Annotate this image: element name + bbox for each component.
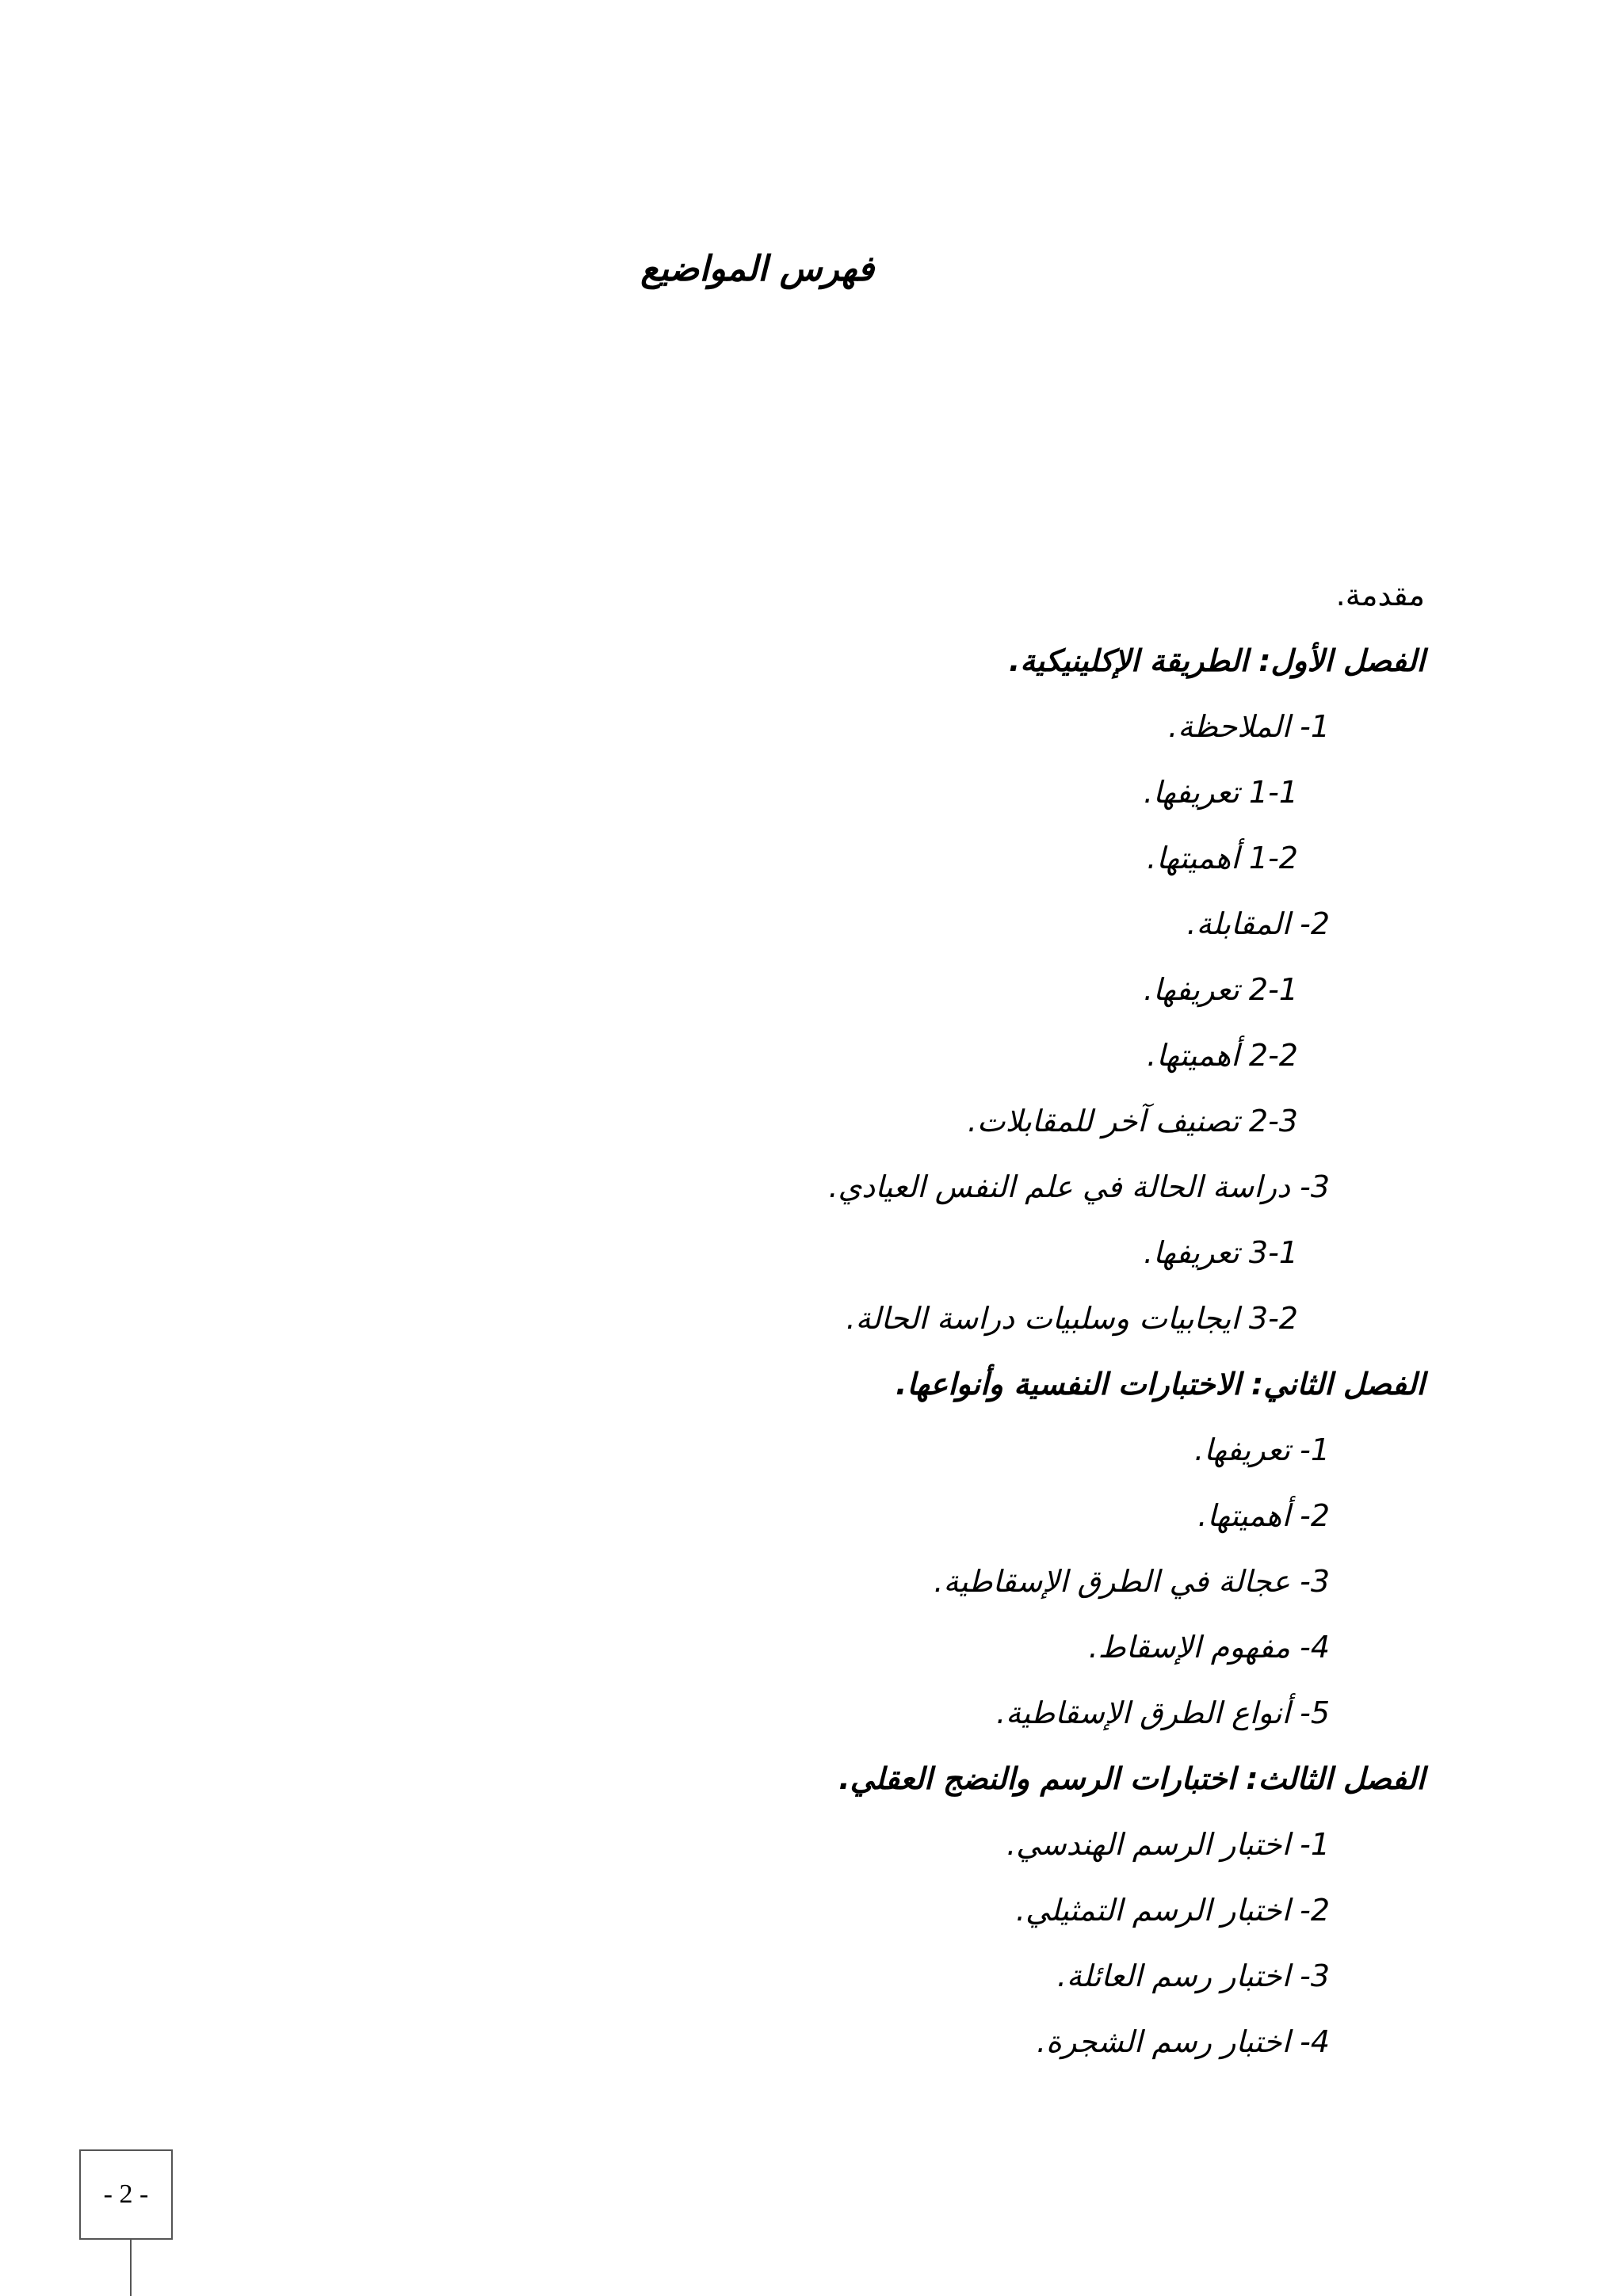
table-of-contents (315, 563, 1425, 2075)
toc-section: 2- المقابلة. (1186, 906, 1330, 941)
toc-subsection: 1-1 تعريفها. (1143, 775, 1298, 810)
toc-section: 4- مفهوم الإسقاط. (1088, 1630, 1330, 1665)
toc-section: 1- الملاحظة. (1168, 709, 1330, 744)
toc-section: 2- اختبار الرسم التمثيلي. (1015, 1893, 1330, 1928)
toc-section: 5- أنواع الطرق الإسقاطية. (996, 1695, 1330, 1730)
page-title: فهرس المواضيع (640, 249, 874, 289)
toc-subsection: 2-2 أهميتها. (1147, 1038, 1298, 1073)
toc-section: 4- اختبار رسم الشجرة. (1036, 2024, 1330, 2059)
toc-subsection: 2-3 تصنيف آخر للمقابلات. (967, 1104, 1298, 1138)
page-number-stem (130, 2240, 132, 2296)
toc-section: 3- عجالة في الطرق الإسقاطية. (934, 1564, 1330, 1599)
page-number: - 2 - (79, 2149, 173, 2240)
toc-chapter-3: الفصل الثالث: اختبارات الرسم والنضج العقلي. (838, 1761, 1425, 1796)
toc-entry-introduction: مقدمة. (1335, 578, 1425, 612)
toc-section: 2- أهميتها. (1197, 1498, 1330, 1533)
toc-chapter-1: الفصل الأول: الطريقة الإكلينيكية. (1008, 643, 1425, 678)
toc-subsection: 1-2 أهميتها. (1147, 841, 1298, 875)
toc-subsection: 3-2 ايجابيات وسلبيات دراسة الحالة. (846, 1301, 1298, 1336)
toc-section: 3- دراسة الحالة في علم النفس العيادي. (828, 1169, 1330, 1204)
toc-section: 1- اختبار الرسم الهندسي. (1006, 1827, 1330, 1862)
toc-subsection: 2-1 تعريفها. (1143, 972, 1298, 1007)
toc-section: 3- اختبار رسم العائلة. (1056, 1958, 1330, 1993)
toc-chapter-2: الفصل الثاني: الاختبارات النفسية وأنواعها. (896, 1367, 1425, 1402)
toc-section: 1- تعريفها. (1194, 1432, 1330, 1467)
toc-subsection: 3-1 تعريفها. (1143, 1235, 1298, 1270)
